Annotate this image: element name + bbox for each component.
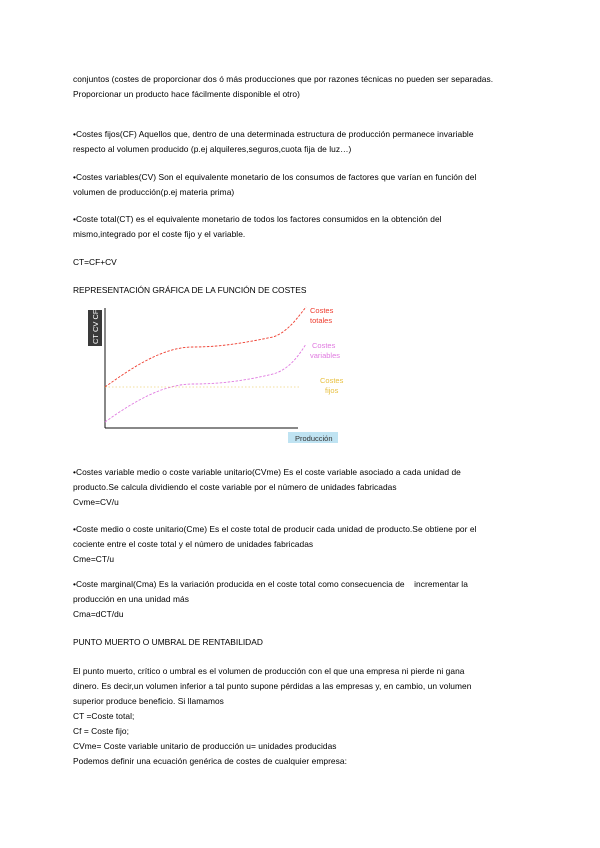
intro-line-2: Proporcionar un producto hace fácilmente disponible el otro) — [73, 89, 300, 99]
ct-line-2: mismo,integrado por el coste fijo y el variable. — [73, 229, 246, 239]
break-even-paragraph — [73, 664, 528, 769]
pm-line-6: CVme= Coste variable unitario de producción u= unidades producidas — [73, 741, 337, 751]
cma-line-2: producción en una unidad más — [73, 594, 189, 604]
variable-costs-paragraph — [73, 170, 528, 200]
cme-formula: Cme=CT/u — [73, 554, 115, 564]
cme-paragraph — [73, 522, 528, 567]
cma-formula: Cma=dCT/du — [73, 609, 124, 619]
chart-heading: REPRESENTACIÓN GRÁFICA DE LA FUNCIÓN DE COSTES — [73, 285, 307, 295]
total-cost-paragraph — [73, 212, 528, 242]
cme-line-2: cociente entre el coste total y el número de unidades fabricadas — [73, 539, 314, 549]
fixed-costs-paragraph — [73, 127, 528, 157]
intro-paragraph — [73, 72, 528, 102]
cvme-line-1: •Costes variable medio o coste variable unitario(CVme) Es el coste variable asociado a cada unidad de — [73, 467, 461, 477]
label-total-costs-1: Costes — [310, 306, 334, 315]
label-total-costs-2: totales — [310, 316, 333, 325]
pm-line-2: dinero. Es decir,un volumen inferior a tal punto supone pérdidas a las empresas y, en cambio, un volumen — [73, 681, 472, 691]
cma-paragraph — [73, 577, 528, 622]
pm-line-7: Podemos definir una ecuación genérica de costes de cualquier empresa: — [73, 756, 347, 766]
label-variable-costs-2: variables — [310, 351, 341, 360]
pm-line-1: El punto muerto, crítico o umbral es el volumen de producción con el que una empresa ni pierde ni gana — [73, 666, 465, 676]
cf-line-1: •Costes fijos(CF) Aquellos que, dentro de una determinada estructura de producción permanece invariable — [73, 129, 474, 139]
pm-line-4: CT =Coste total; — [73, 711, 135, 721]
cv-line-2: volumen de producción(p.ej materia prima) — [73, 187, 235, 197]
cost-chart-svg — [88, 302, 348, 447]
label-variable-costs-1: Costes — [312, 341, 336, 350]
label-fixed-costs-1: Costes — [320, 376, 344, 385]
cost-function-chart — [88, 302, 348, 447]
ct-line-1: •Coste total(CT) es el equivalente monetario de todos los factores consumidos en la obtención del — [73, 214, 442, 224]
label-fixed-costs-2: fijos — [325, 386, 339, 395]
cf-line-2: respecto al volumen producido (p.ej alquileres,seguros,cuota fija de luz…) — [73, 144, 352, 154]
y-axis-label: CT CV CF — [91, 309, 100, 344]
pm-line-3: superior produce beneficio. Si llamamos — [73, 696, 224, 706]
x-axis-label: Producción — [295, 434, 333, 443]
cvme-line-2: producto.Se calcula dividiendo el coste variable por el número de unidades fabricadas — [73, 482, 397, 492]
variable-cost-curve — [105, 344, 306, 422]
cme-line-1: •Coste medio o coste unitario(Cme) Es el coste total de producir cada unidad de producto.Se obtiene por el — [73, 524, 477, 534]
intro-line-1: conjuntos (costes de proporcionar dos ó más producciones que por razones técnicas no pueden ser separadas. — [73, 74, 494, 84]
formula-ct: CT=CF+CV — [73, 257, 117, 267]
cvme-paragraph — [73, 465, 528, 510]
cvme-formula: Cvme=CV/u — [73, 497, 119, 507]
pm-line-5: Cf = Coste fijo; — [73, 726, 129, 736]
break-even-heading: PUNTO MUERTO O UMBRAL DE RENTABILIDAD — [73, 637, 263, 647]
cv-line-1: •Costes variables(CV) Son el equivalente monetario de los consumos de factores que varían en función del — [73, 172, 477, 182]
cma-line-1: •Coste marginal(Cma) Es la variación producida en el coste total como consecuencia de incrementar la — [73, 579, 468, 589]
total-cost-curve — [105, 307, 306, 387]
